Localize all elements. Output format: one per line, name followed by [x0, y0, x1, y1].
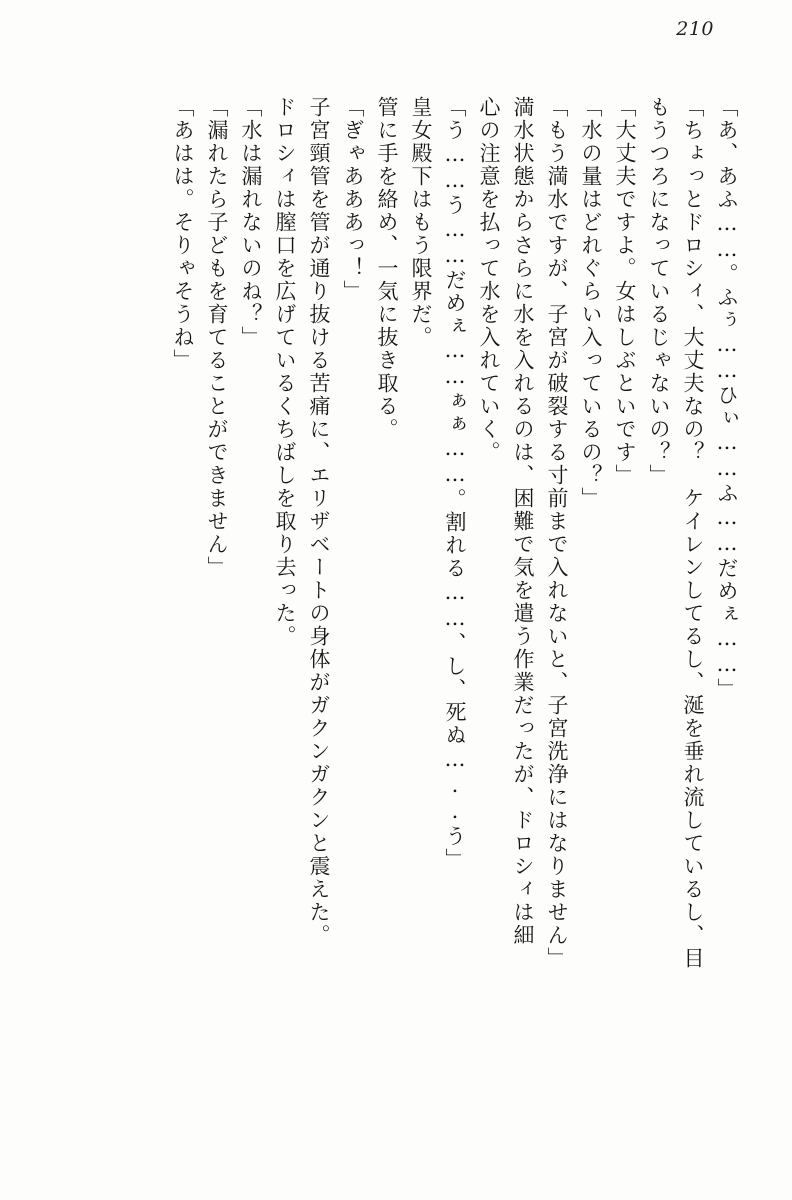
text-line: 「水の量はどれぐらい入っているの？」: [579, 96, 603, 510]
text-line: 「ちょっとドロシィ、大丈夫なの？ ケイレンしてるし、涎を垂れ流しているし、目: [681, 96, 705, 970]
text-line: 「漏れたら子どもを育てることができません」: [205, 96, 229, 579]
page-number: 210: [676, 18, 714, 40]
text-line: 「もう満水ですが、子宮が破裂する寸前まで入れないと、子宮洗浄にはなりません」: [545, 96, 569, 970]
text-line: 「大丈夫ですよ。女はしぶといです」: [613, 96, 637, 487]
text-line: もうつろになっているじゃないの？」: [647, 96, 671, 487]
text-line: 子宮頸管を管が通り抜ける苦痛に、エリザベートの身体がガクンガクンと震えた。: [307, 96, 331, 947]
text-line: 心の注意を払って水を入れていく。: [477, 96, 501, 464]
text-line: 「あ、あふ……。ふぅ……ひぃ……ふ……だめぇ……」: [715, 96, 739, 701]
text-line: 「う……う……だめぇ……ぁぁ……。割れる……、し、死ぬ…..う」: [443, 96, 467, 871]
text-line: ドロシィは膣口を広げているくちばしを取り去った。: [273, 96, 297, 648]
text-line: 皇女殿下はもう限界だ。: [409, 96, 433, 349]
text-line: 管に手を絡め、一気に抜き取る。: [375, 96, 399, 441]
text-line: 「水は漏れないのね？」: [239, 96, 263, 349]
text-line: 「あはは。そりゃそうね」: [171, 96, 195, 372]
vertical-text-body: [48, 96, 744, 1140]
text-line: 満水状態からさらに水を入れるのは、困難で気を遣う作業だったが、ドロシィは細: [511, 96, 535, 947]
text-line: 「ぎゃあああっ！」: [341, 96, 365, 303]
